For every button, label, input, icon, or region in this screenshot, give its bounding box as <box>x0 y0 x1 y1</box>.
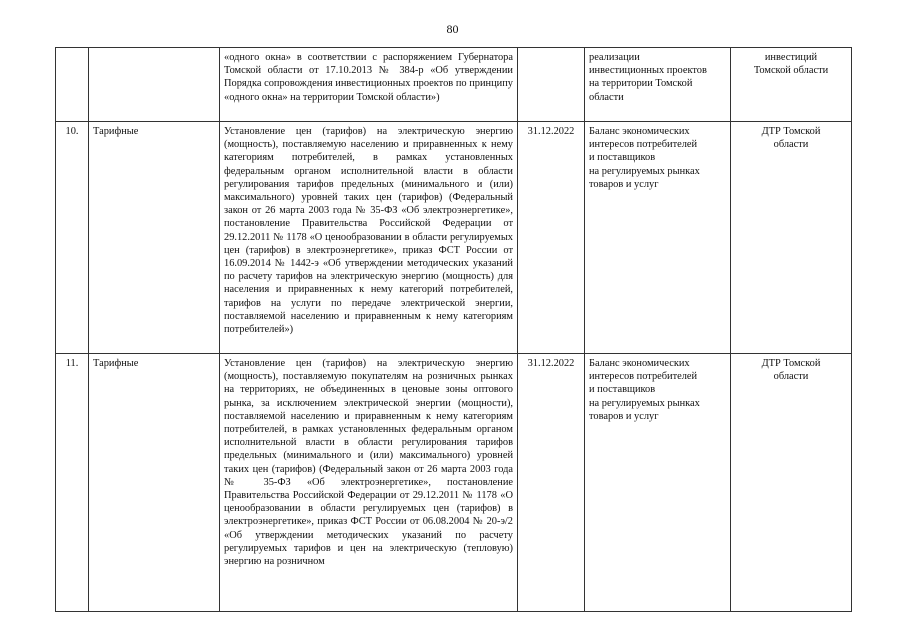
measure-type: Тарифные <box>89 354 220 612</box>
responsible-executor: ДТР Томской области <box>731 354 852 612</box>
table-row <box>56 48 852 122</box>
page-number: 80 <box>446 22 459 36</box>
row-number: 10. <box>56 122 89 354</box>
measure-description: Установление цен (тарифов) на электрическую энергию (мощность), поставляемую покупателям на розничных рынках на территориях, не объединенных в ценовые зоны оптового рынка, за исключением электрической энергии (мощности), поставляемой населению и приравненным к нему категориям потребителей, в рамках установленных федеральным органом исполнительной власти в области регулирования тарифов предельных (минимального и (или) максимального) уровней таких цен (тарифов) (Федеральный закон от 26 марта 2003 года № 35-ФЗ «Об электроэнергетике», постановление Правительства Российской Федерации от 29.12.2011 № 1178 «О ценообразовании в области регулируемых цен (тарифов) в электроэнергетике», приказ ФСТ России от 06.08.2004 № 20-э/2 «Об утверждении методических указаний по расчету регулируемых тарифов и цен на электрическую (тепловую) энергию на розничном <box>220 354 518 612</box>
table-row <box>56 354 852 612</box>
measure-type: Тарифные <box>89 122 220 354</box>
measure-type <box>89 48 220 122</box>
due-date <box>518 48 585 122</box>
measure-description: Установление цен (тарифов) на электрическую энергию (мощность), поставляемую населению и приравненных к нему категориям потребителей, в рамках установленных федеральным органом исполнительной власти в области регулирования тарифов предельных (минимального и (или) максимального) уровней таких цен (тарифов) (Федеральный закон от 26 марта 2003 года № 35-ФЗ «Об электроэнергетике», постановление Правительства Российской Федерации от 29.12.2011 № 1178 «О ценообразовании в области регулируемых цен (тарифов) в электроэнергетике», приказ ФСТ России от 16.09.2014 № 1442-э «Об утверждении методических указаний по расчету тарифов на электрическую энергию (мощность) для населения и приравненных к нему категорий потребителей, тарифов на услуги по передаче электрической энергии, поставляемой населению и приравненным к нему категориям потребителей») <box>220 122 518 354</box>
responsible-executor: инвестиций Томской области <box>731 48 852 122</box>
table-row <box>56 122 852 354</box>
due-date: 31.12.2022 <box>518 122 585 354</box>
due-date: 31.12.2022 <box>518 354 585 612</box>
responsible-executor: ДТР Томской области <box>731 122 852 354</box>
expected-result: Баланс экономических интересов потребителей и поставщиков на регулируемых рынках товаров и услуг <box>585 122 731 354</box>
expected-result: Баланс экономических интересов потребителей и поставщиков на регулируемых рынках товаров и услуг <box>585 354 731 612</box>
measures-table <box>55 47 852 612</box>
measure-description: «одного окна» в соответствии с распоряжением Губернатора Томской области от 17.10.2013 № 384-р «Об утверждении Порядка сопровождения инвестиционных проектов по принципу «одного окна» на территории Томской области») <box>220 48 518 122</box>
row-number <box>56 48 89 122</box>
expected-result: реализации инвестиционных проектов на территории Томской области <box>585 48 731 122</box>
row-number: 11. <box>56 354 89 612</box>
